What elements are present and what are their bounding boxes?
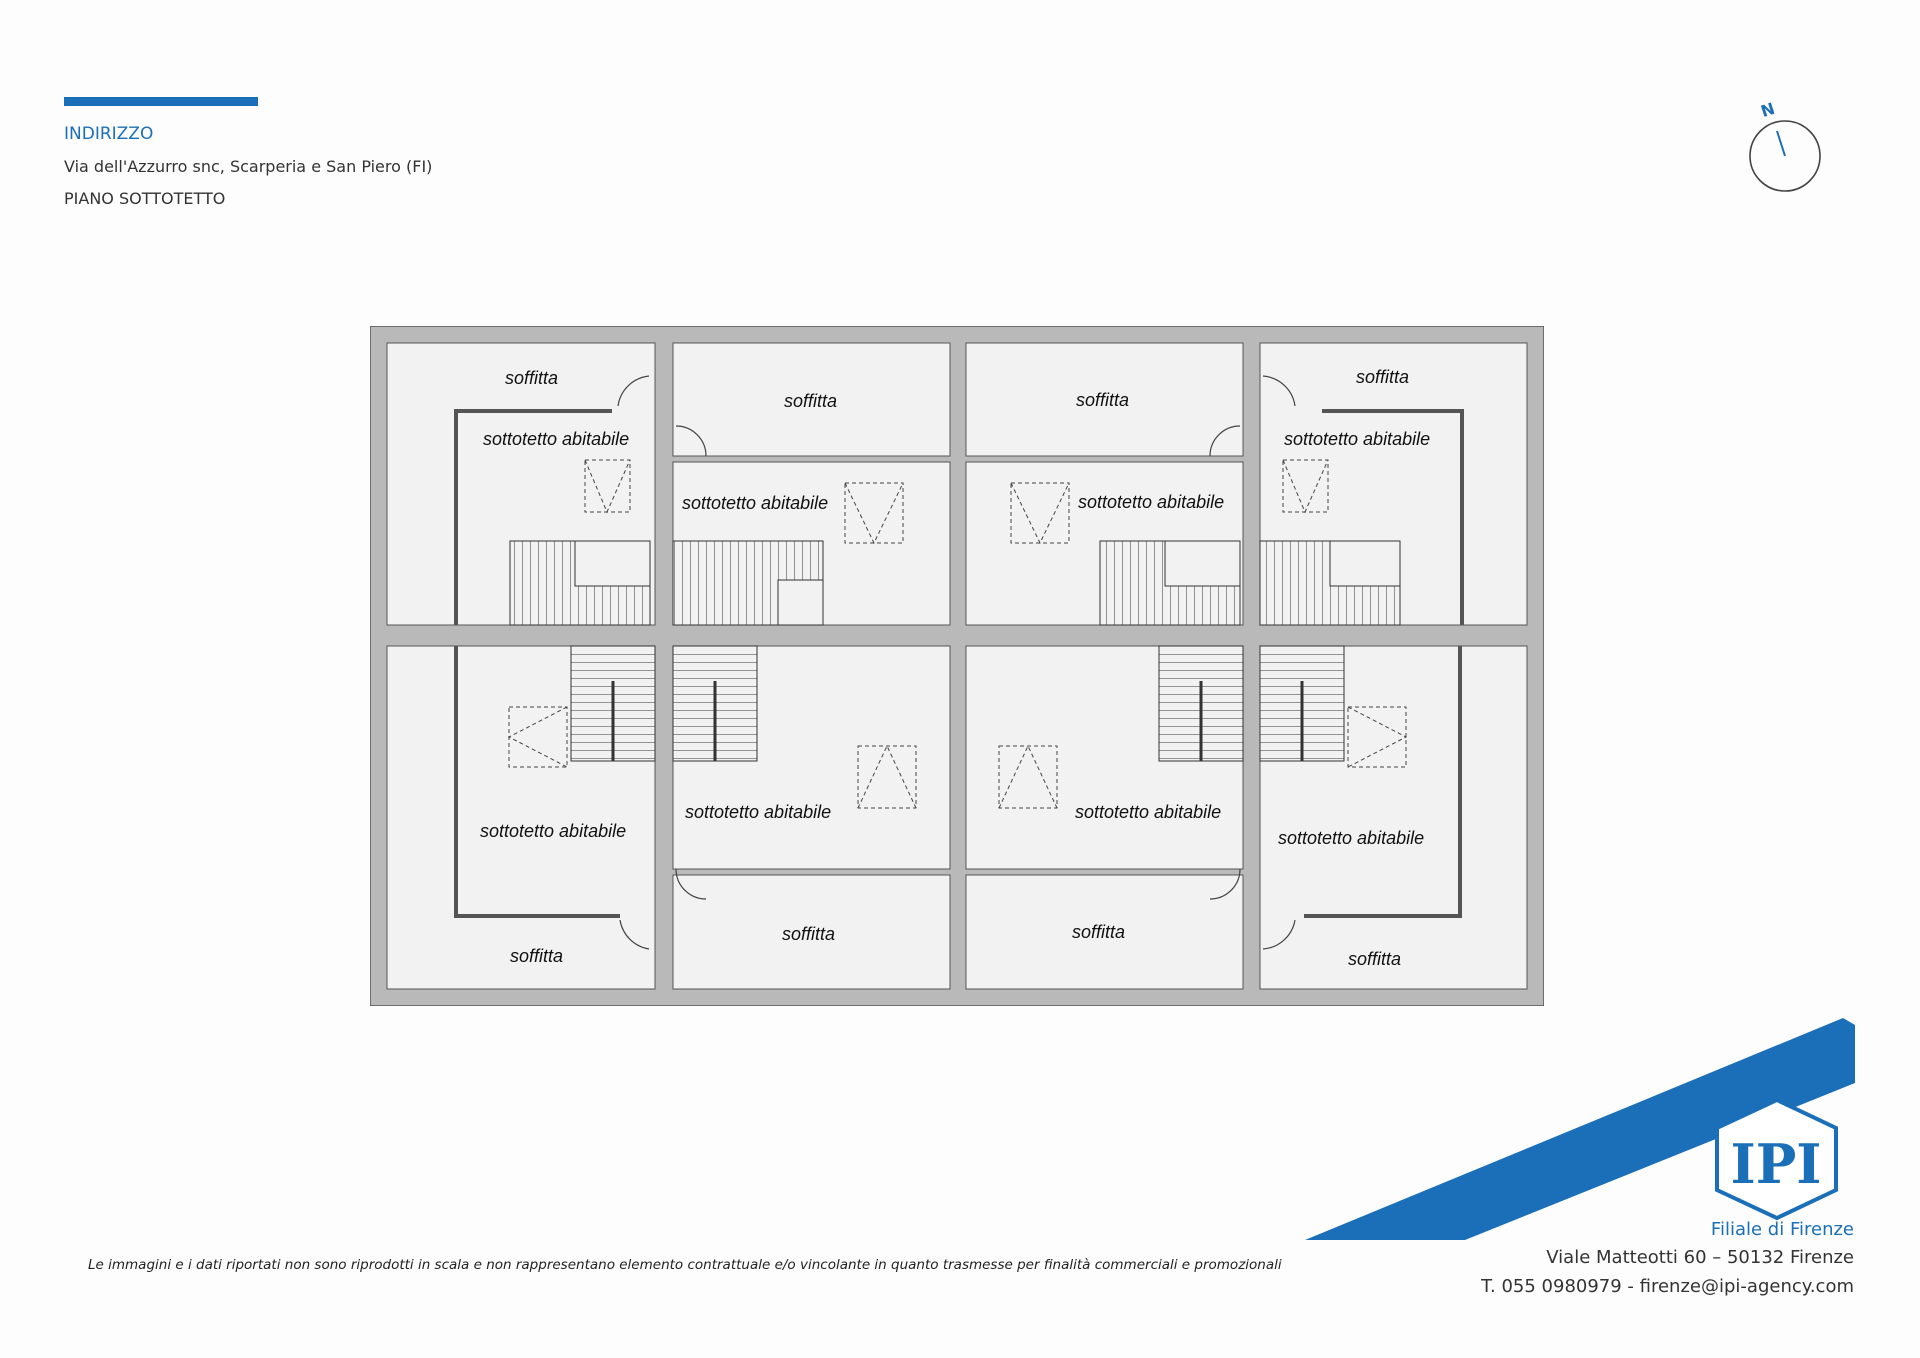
floor-name: PIANO SOTTOTETTO bbox=[64, 189, 226, 208]
room-label: sottotetto abitabile bbox=[1075, 802, 1222, 822]
room-label: soffitta bbox=[1356, 367, 1410, 387]
floor-plan bbox=[370, 326, 1544, 1006]
north-compass-icon bbox=[1744, 98, 1828, 198]
branch-contact: T. 055 0980979 - firenze@ipi-agency.com bbox=[1481, 1276, 1854, 1297]
address-text: Via dell'Azzurro snc, Scarperia e San Piero (FI) bbox=[64, 157, 433, 176]
room-label: soffitta bbox=[1348, 949, 1402, 969]
disclaimer-text: Le immagini e i dati riportati non sono riprodotti in scala e non rappresentano elemento contrattuale e/o vincolante in quanto trasmesse per finalità commerciali e promozionali bbox=[88, 1257, 1282, 1273]
compass-north-label: N bbox=[1758, 98, 1778, 122]
ipi-logo-text: IPI bbox=[1730, 1132, 1822, 1196]
room-label: soffitta bbox=[505, 368, 559, 388]
staircase-top-2 bbox=[673, 541, 823, 625]
room-label: soffitta bbox=[1076, 390, 1130, 410]
room-label: sottotetto abitabile bbox=[1278, 828, 1425, 848]
room-label: sottotetto abitabile bbox=[480, 821, 627, 841]
room-label: sottotetto abitabile bbox=[1284, 429, 1431, 449]
ipi-logo bbox=[1717, 1100, 1836, 1218]
staircase-bottom-2 bbox=[673, 646, 757, 761]
room-label: sottotetto abitabile bbox=[685, 802, 832, 822]
room-label: soffitta bbox=[782, 924, 836, 944]
room-label: soffitta bbox=[510, 946, 564, 966]
room-label: sottotetto abitabile bbox=[1078, 492, 1225, 512]
room-label: sottotetto abitabile bbox=[483, 429, 630, 449]
brand-roof-graphic bbox=[1305, 1015, 1855, 1245]
staircase-top-1 bbox=[510, 541, 650, 625]
staircase-bottom-4 bbox=[1260, 646, 1344, 761]
branch-name: Filiale di Firenze bbox=[1710, 1219, 1854, 1240]
staircase-top-3 bbox=[1100, 541, 1240, 625]
header-accent-bar bbox=[64, 97, 258, 106]
staircase-bottom-1 bbox=[571, 646, 655, 761]
branch-address: Viale Matteotti 60 – 50132 Firenze bbox=[1546, 1247, 1854, 1268]
staircase-bottom-3 bbox=[1159, 646, 1243, 761]
room-label: soffitta bbox=[1072, 922, 1126, 942]
staircase-top-4 bbox=[1260, 541, 1400, 625]
room-label: sottotetto abitabile bbox=[682, 493, 829, 513]
room-label: soffitta bbox=[784, 391, 838, 411]
address-title: INDIRIZZO bbox=[64, 124, 154, 144]
